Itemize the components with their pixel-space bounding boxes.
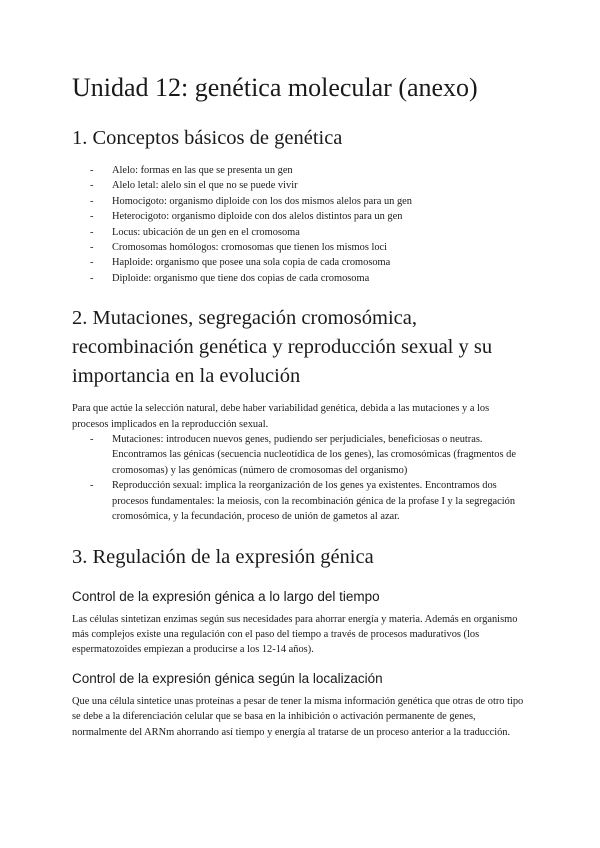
variability-sources-list (72, 432, 528, 524)
list-item: - Homocigoto: organismo diploide con los dos mismos alelos para un gen (72, 194, 528, 209)
genetics-concepts-list (72, 163, 528, 286)
list-item: - Cromosomas homólogos: cromosomas que tienen los mismos loci (72, 240, 528, 255)
subsection-time-heading: Control de la expresión génica a lo largo del tiempo (72, 588, 380, 604)
subsection-location-text: Que una célula sintetice unas proteínas a pesar de tener la misma información genética que otras de otro tipo se debe a la diferenciación celular que se basa en la inhibición o activación permanente de genes, normalmente del ARNm ahorrando así tiempo y energía al tratarse de un proceso anterior a la traducción. (72, 695, 524, 738)
list-item: - Heterocigoto: organismo diploide con dos alelos distintos para un gen (72, 209, 528, 224)
subsection-location-heading: Control de la expresión génica según la localización (72, 670, 383, 686)
list-item: - Mutaciones: introducen nuevos genes, pudiendo ser perjudiciales, beneficiosas o neutras. Encontramos las génicas (secuencia nucleotídica de los genes), las cromosómicas (fragmentos de cromosomas) y las genómicas (número de cromosomas del organismo) (72, 432, 528, 478)
list-item: - Alelo: formas en las que se presenta un gen (72, 163, 528, 178)
list-item: - Reproducción sexual: implica la reorganización de los genes ya existentes. Encontramos dos procesos fundamentales: la meiosis, con la recombinación génica de la profase I y la segregación cromosómica, y la fecundación, proceso de unión de gametos al azar. (72, 478, 528, 524)
subsection-time-text: Las células sintetizan enzimas según sus necesidades para ahorrar energía y materia. Además en organismo más complejos existe una regulación con el paso del tiempo a través de procesos madurativos (los espermatozoides empiezan a producirse a los 12-14 años). (72, 613, 518, 656)
document-title: Unidad 12: genética molecular (anexo) (72, 73, 478, 102)
list-item: - Haploide: organismo que posee una sola copia de cada cromosoma (72, 255, 528, 270)
section-3-heading: 3. Regulación de la expresión génica (72, 545, 374, 568)
section-1-heading: 1. Conceptos básicos de genética (72, 127, 343, 149)
list-item: - Locus: ubicación de un gen en el cromosoma (72, 225, 528, 240)
list-item: - Diploide: organismo que tiene dos copias de cada cromosoma (72, 271, 528, 286)
document-page (72, 72, 528, 740)
section-2-heading: 2. Mutaciones, segregación cromosómica, recombinación genética y reproducción sexual y su importancia en la evolución (72, 307, 493, 388)
list-item: - Alelo letal: alelo sin el que no se puede vivir (72, 178, 528, 193)
section-2-intro: Para que actúe la selección natural, debe haber variabilidad genética, debida a las mutaciones y a los procesos implicados en la reproducción sexual. (72, 403, 490, 430)
